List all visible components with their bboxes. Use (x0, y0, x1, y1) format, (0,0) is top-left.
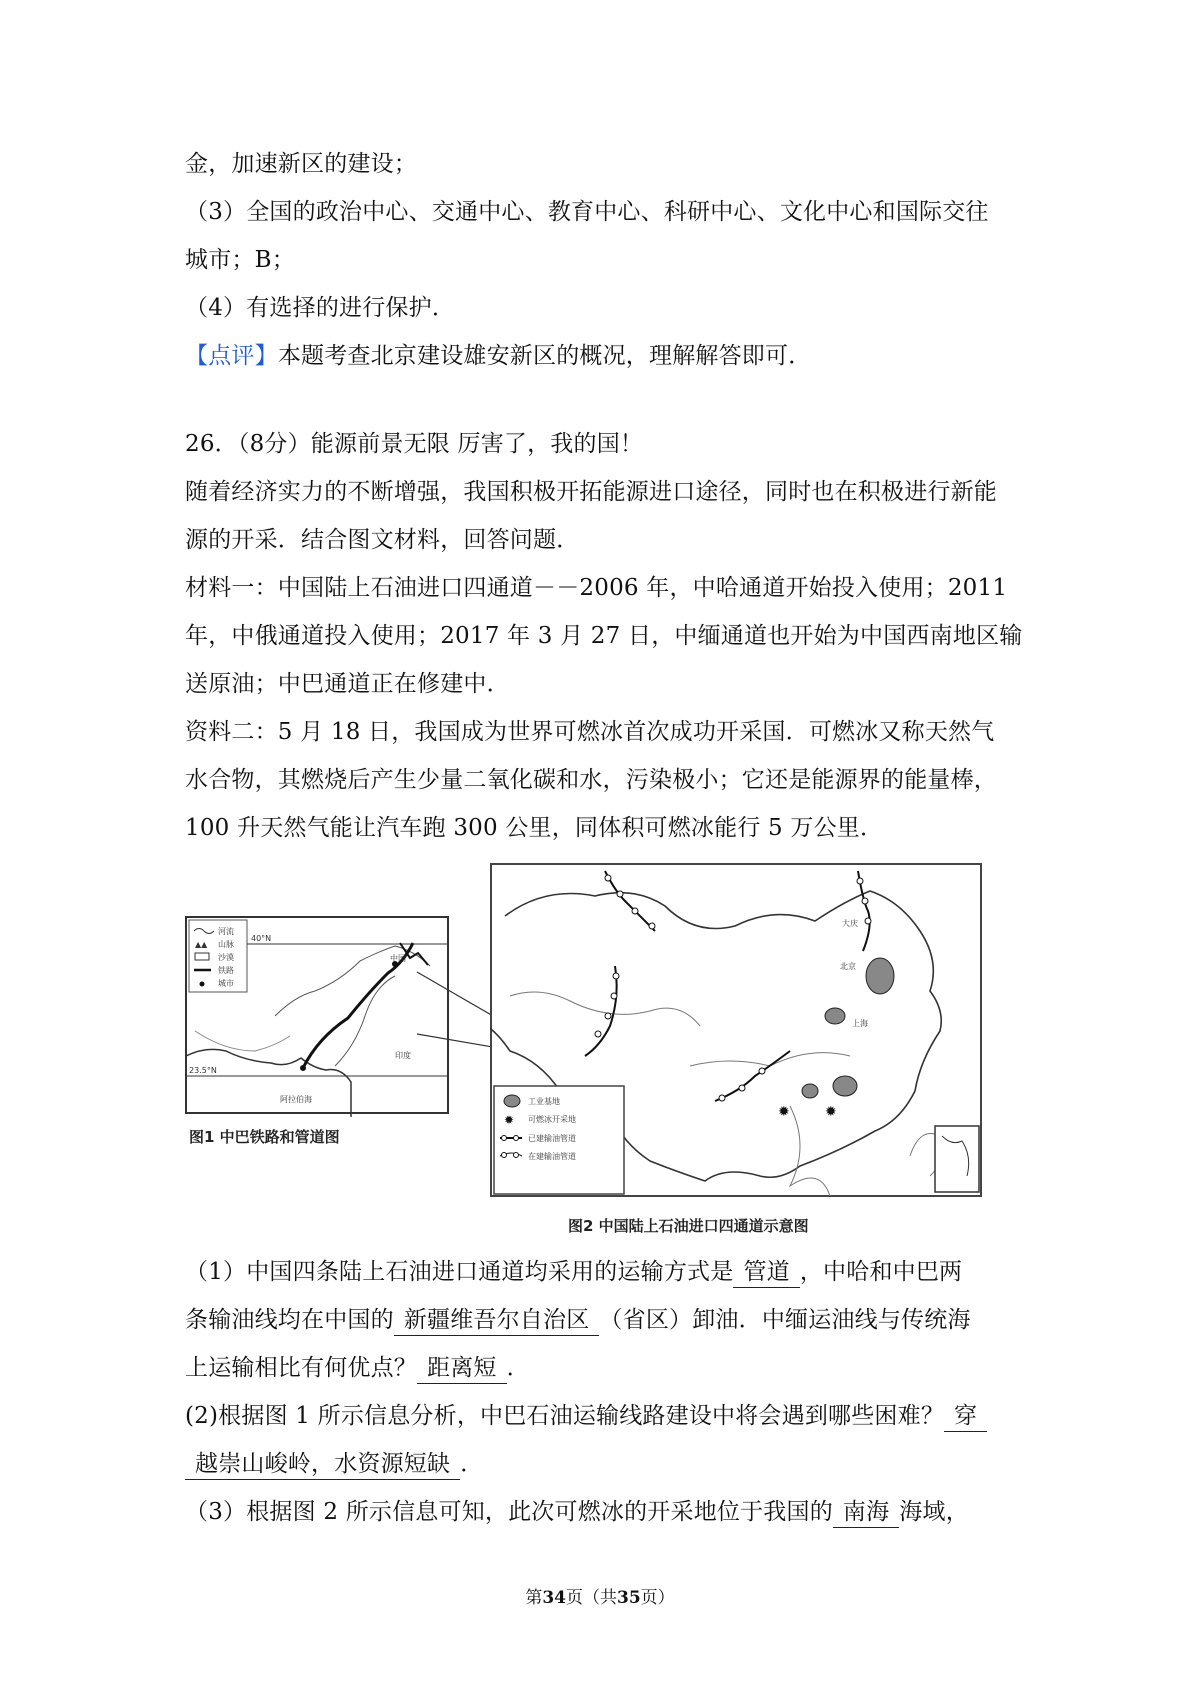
fig2-caption: 图2 中国陆上石油进口四通道示意图 (568, 1217, 809, 1235)
fig2-legend-built: 已建输油管道 (528, 1134, 576, 1143)
figures-area (185, 856, 1035, 1246)
fig1-legend-desert: 沙漠 (218, 953, 234, 962)
figure-2-map (490, 856, 1010, 1246)
fig1-legend-city: 城市 (218, 979, 234, 988)
fig1-legend-mountain: 山脉 (218, 940, 234, 949)
answer-3-line-1: （3）根据图 2 所示信息可知，此次可燃冰的开采地位于我国的 南海 海域， (185, 1488, 1035, 1536)
fig1-label-sea: 阿拉伯海 (280, 1095, 312, 1104)
answer-blank: 管道 (733, 1257, 799, 1288)
fig1-label-china: 中国 (390, 954, 406, 963)
fig2-legend-industrial: 工业基地 (528, 1097, 560, 1106)
comment-text: 本题考查北京建设雄安新区的概况，理解解答即可． (277, 343, 812, 369)
answer-1-line-2: 条输油线均在中国的 新疆维吾尔自治区 （省区）卸油．中缅运油线与传统海 (185, 1296, 1035, 1344)
answer-blank: 新疆维吾尔自治区 (394, 1305, 600, 1336)
text-line: 金，加速新区的建设； (185, 151, 417, 177)
fig1-legend-railway: 铁路 (218, 966, 234, 975)
answer-1-line-1: （1）中国四条陆上石油进口通道均采用的运输方式是 管道 ，中哈和中巴两 (185, 1248, 1035, 1296)
text-line: （3）全国的政治中心、交通中心、教育中心、科研中心、文化中心和国际交往 (185, 199, 989, 225)
comment-tag: 【点评】 (185, 343, 278, 369)
material-two-line: 100 升天然气能让汽车跑 300 公里，同体积可燃冰能行 5 万公里． (185, 815, 884, 841)
material-two-line: 资料二：5 月 18 日，我国成为世界可燃冰首次成功开采国．可燃冰又称天然气 (185, 719, 995, 745)
document-body (185, 140, 1035, 1536)
fig2-city-shanghai: 上海 (852, 1019, 868, 1028)
answer-blank: 南海 (833, 1497, 899, 1528)
page-number: 34 (542, 1588, 566, 1608)
answer-2-line-2: 越崇山峻岭，水资源短缺 ． (185, 1440, 1035, 1488)
answer-1-line-3: 上运输相比有何优点？ 距离短 ． (185, 1344, 1035, 1392)
svg-text:✹: ✹ (504, 1113, 515, 1127)
question-title: 26．（8分）能源前景无限 厉害了，我的国！ (185, 431, 644, 457)
material-one-line: 送原油；中巴通道正在修建中． (185, 671, 510, 697)
fig1-legend-river: 河流 (218, 927, 234, 936)
text-line: （4）有选择的进行保护． (185, 295, 456, 321)
material-one-line: 年，中俄通道投入使用；2017 年 3 月 27 日，中缅通道也开始为中国西南地区输 (185, 623, 1023, 649)
fig2-city-daqing: 大庆 (842, 919, 858, 928)
text-line: 城市；B； (185, 247, 295, 273)
fig2-legend-building: 在建输油管道 (528, 1152, 576, 1161)
answer-2-line-1: (2)根据图 1 所示信息分析，中巴石油运输线路建设中将会遇到哪些困难？ 穿 (185, 1392, 1035, 1440)
material-two-line: 水合物，其燃烧后产生少量二氧化碳和水，污染极小；它还是能源界的能量棒， (185, 767, 997, 793)
page-footer: 第34页（共35页） (525, 1588, 675, 1608)
text-line: 随着经济实力的不断增强，我国积极开拓能源进口途径，同时也在积极进行新能 (185, 479, 997, 505)
svg-text:✹: ✹ (825, 1104, 837, 1120)
fig2-city-beijing: 北京 (840, 962, 856, 971)
answer-blank: 越崇山峻岭，水资源短缺 (185, 1449, 460, 1480)
fig2-legend-ice: 可燃冰开采地 (528, 1115, 576, 1124)
fig1-caption: 图1 中巴铁路和管道图 (189, 1128, 340, 1146)
answer-blank: 距离短 (417, 1353, 507, 1384)
text-line: 源的开采．结合图文材料，回答问题． (185, 527, 580, 553)
material-one-line: 材料一：中国陆上石油进口四通道－－2006 年，中哈通道开始投入使用；2011 (185, 575, 1008, 601)
page-total: 35 (617, 1588, 641, 1608)
fig1-lat-40n: 40°N (251, 934, 272, 943)
figure-1-map (185, 916, 475, 1160)
fig1-lat-23n: 23.5°N (189, 1066, 217, 1075)
svg-text:▲▲: ▲▲ (195, 940, 208, 949)
answer-blank: 穿 (944, 1401, 987, 1432)
fig1-label-india: 印度 (395, 1051, 411, 1060)
svg-text:✹: ✹ (778, 1104, 790, 1120)
comment-line (185, 332, 1035, 380)
